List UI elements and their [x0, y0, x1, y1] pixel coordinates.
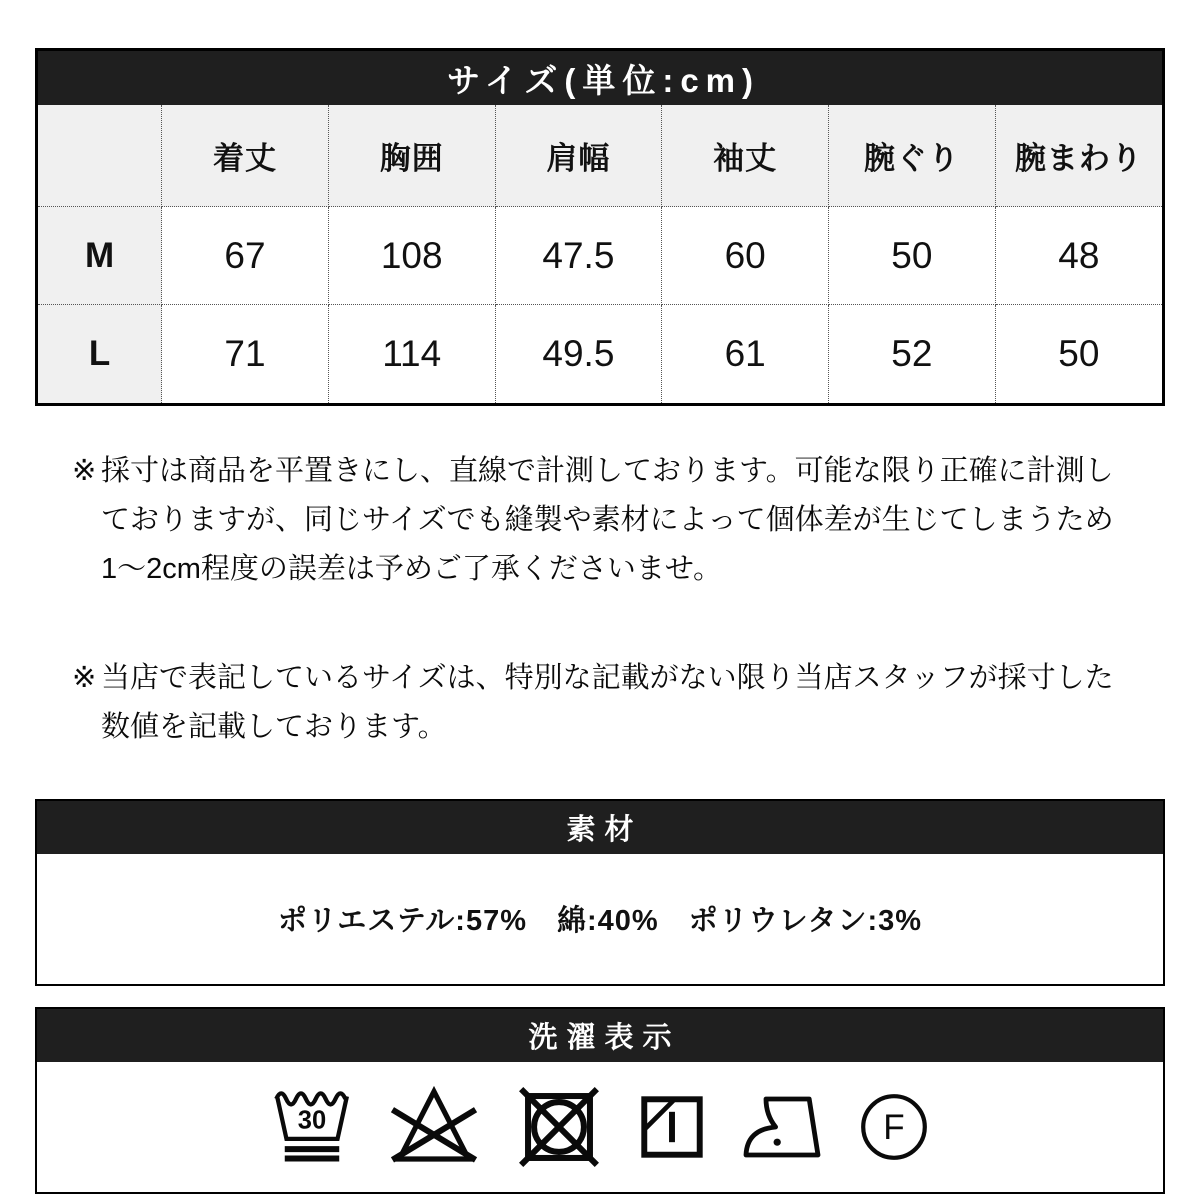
value-cell: 47.5 — [495, 207, 662, 305]
col-header-length: 着丈 — [162, 105, 329, 207]
value-cell: 71 — [162, 305, 329, 403]
value-cell: 67 — [162, 207, 329, 305]
note-marker: ※ — [72, 454, 97, 487]
col-header-chest: 胸囲 — [328, 105, 495, 207]
value-cell: 114 — [328, 305, 495, 403]
care-title: 洗濯表示 — [528, 1021, 681, 1054]
table-row-m — [38, 207, 1162, 305]
col-header-armhole: 腕ぐり — [829, 105, 996, 207]
note-text: 採寸は商品を平置きにし、直線で計測しております。可能な限り正確に計測しておりますが、同じサイズでも縫製や素材によって個体差が生じてしまうため1〜2cm程度の誤差は予めご了承くださいませ。 — [101, 454, 1114, 585]
size-label-m: M — [38, 207, 162, 305]
material-title: 素材 — [566, 813, 643, 846]
size-label-l: L — [38, 305, 162, 403]
col-header-sleeve: 袖丈 — [662, 105, 829, 207]
size-table-title: サイズ(単位:cm) — [446, 61, 761, 99]
dry-clean-petroleum-icon — [859, 1092, 929, 1162]
care-title-bar — [37, 1009, 1163, 1062]
note-marker: ※ — [72, 661, 97, 694]
care-symbols — [37, 1062, 1163, 1192]
note-measurement-accuracy — [72, 447, 1129, 594]
value-cell: 48 — [995, 207, 1162, 305]
no-tumble-dry-icon — [516, 1083, 602, 1171]
value-cell: 50 — [829, 207, 996, 305]
col-header-shoulder: 肩幅 — [495, 105, 662, 207]
size-table-header-row — [38, 105, 1162, 207]
measurement-notes — [72, 447, 1129, 752]
note-text: 当店で表記しているサイズは、特別な記載がない限り当店スタッフが採寸した数値を記載しております。 — [101, 661, 1114, 743]
wash-30-gentle-icon — [272, 1083, 352, 1171]
value-cell: 49.5 — [495, 305, 662, 403]
size-table-title-bar — [38, 51, 1162, 105]
value-cell: 108 — [328, 207, 495, 305]
size-table-section — [35, 48, 1165, 406]
no-bleach-icon — [389, 1083, 479, 1171]
material-title-bar — [37, 801, 1163, 854]
svg-text:30: 30 — [297, 1106, 326, 1135]
value-cell: 61 — [662, 305, 829, 403]
note-staff-measured — [72, 654, 1129, 752]
material-section — [35, 799, 1165, 986]
corner-cell — [38, 105, 162, 207]
value-cell: 60 — [662, 207, 829, 305]
iron-low-heat-icon — [742, 1095, 822, 1159]
care-section — [35, 1007, 1165, 1194]
material-composition: ポリエステル:57% 綿:40% ポリウレタン:3% — [37, 854, 1163, 984]
size-table — [38, 105, 1162, 403]
line-dry-in-shade-icon — [639, 1092, 705, 1162]
value-cell: 50 — [995, 305, 1162, 403]
value-cell: 52 — [829, 305, 996, 403]
col-header-arm-circumference: 腕まわり — [995, 105, 1162, 207]
svg-text:F: F — [882, 1107, 905, 1147]
table-row-l — [38, 305, 1162, 403]
